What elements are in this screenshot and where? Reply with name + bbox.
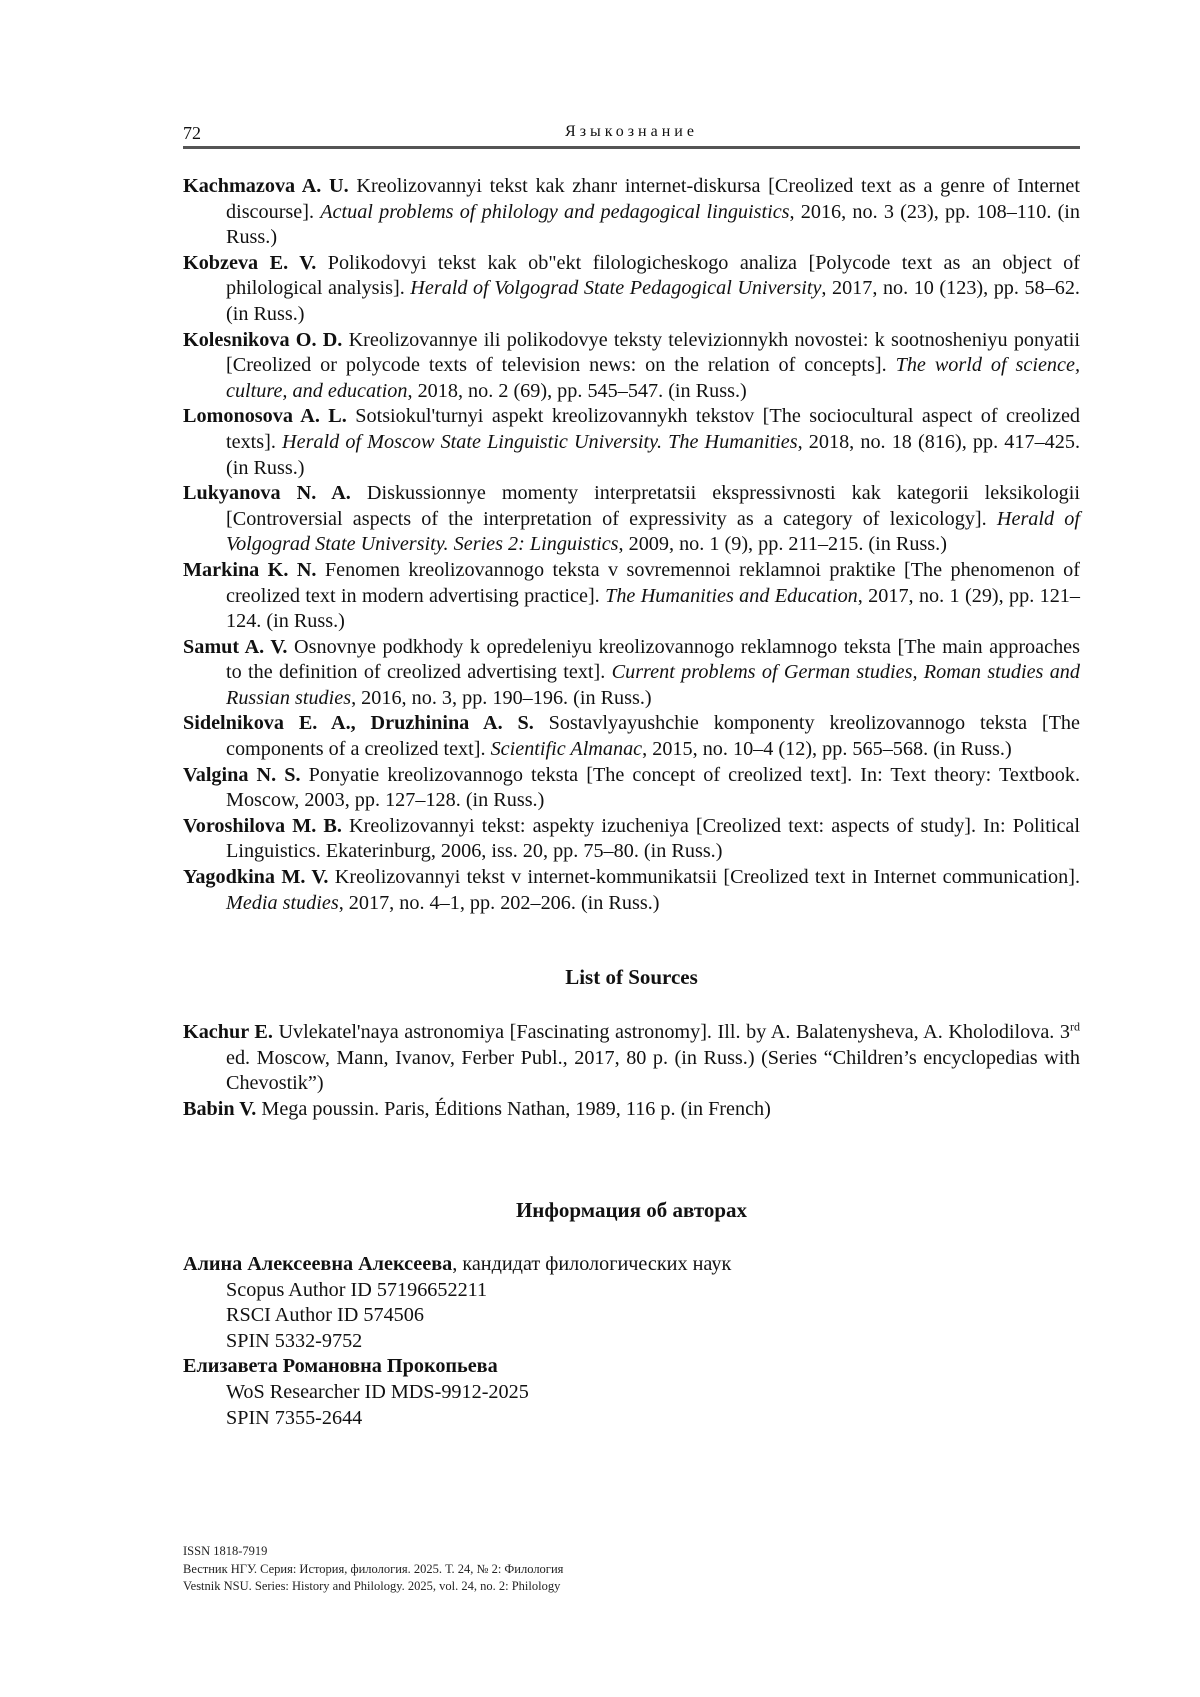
reference-entry [183, 481, 1080, 558]
source-author: Kachur E. [183, 1021, 273, 1043]
reference-journal: Herald of Volgograd State Pedagogical University [410, 277, 821, 299]
reference-text: Kreolizovannye ili polikodovye teksty televizionnykh novostei: k sootnosheniyu ponyatii [Creolized or polycode texts of television news: on the relation of concepts]. [226, 329, 1080, 377]
reference-entry [183, 865, 1080, 916]
reference-details: , 2018, no. 2 (69), pp. 545–547. (in Russ.) [407, 380, 746, 402]
reference-text: Osnovnye podkhody k opredeleniyu kreolizovannogo reklamnogo teksta [The main approaches to the definition of creolized advertising text]. [226, 636, 1080, 684]
reference-entry [183, 763, 1080, 814]
reference-author: Kobzeva E. V. [183, 252, 316, 274]
source-text: Uvlekatel'naya astronomiya [Fascinating astronomy]. Ill. by A. Balatenysheva, A. Kholodilova. 3 [273, 1021, 1070, 1043]
reference-journal: Herald of Volgograd State University. Series 2: Linguistics [226, 508, 1080, 556]
author-name-line [183, 1252, 1080, 1278]
reference-text: Kreolizovannyi tekst: aspekty izucheniya [Creolized text: aspects of study]. In: Political Linguistics. Ekaterinburg, 2006, iss. 20, pp. 75–80. (in Russ.) [226, 815, 1080, 863]
reference-entry [183, 635, 1080, 712]
reference-journal: The Humanities and Education [605, 585, 858, 607]
ordinal-superscript: rd [1070, 1019, 1080, 1033]
reference-text: Polikodovyi tekst kak ob"ekt filologicheskogo analiza [Polycode text as an object of philological analysis]. [226, 252, 1080, 300]
reference-details: , 2015, no. 10–4 (12), pp. 565–568. (in Russ.) [642, 738, 1012, 760]
reference-entry [183, 814, 1080, 865]
reference-text: Sotsiokul'turnyi aspekt kreolizovannykh tekstov [The sociocultural aspect of creolized texts]. [226, 405, 1080, 453]
author-id: RSCI Author ID 574506 [183, 1303, 1080, 1329]
reference-journal: Herald of Moscow State Linguistic University. The Humanities [282, 431, 798, 453]
references-list [183, 174, 1080, 916]
author-name: Алина Алексеевна Алексеева [183, 1253, 452, 1275]
footer-issn: ISSN 1818-7919 [183, 1543, 563, 1561]
page [0, 0, 1200, 1697]
reference-author: Samut A. V. [183, 636, 287, 658]
reference-details: , 2017, no. 4–1, pp. 202–206. (in Russ.) [339, 892, 660, 914]
reference-author: Markina K. N. [183, 559, 316, 581]
reference-author: Kolesnikova O. D. [183, 329, 342, 351]
reference-entry [183, 404, 1080, 481]
sources-list [183, 1020, 1080, 1122]
reference-text: Diskussionnye momenty interpretatsii ekspressivnosti kak kategorii leksikologii [Controversial aspects of the interpretation of expressivity as a category of lexicology]. [226, 482, 1080, 530]
author-name: Елизавета Романовна Прокопьева [183, 1355, 498, 1377]
reference-details: , 2016, no. 3 (23), pp. 108–110. (in Russ.) [226, 201, 1080, 249]
footer-journal-en: Vestnik NSU. Series: History and Philology. 2025, vol. 24, no. 2: Philology [183, 1578, 563, 1596]
reference-entry [183, 711, 1080, 762]
source-text: Mega poussin. Paris, Éditions Nathan, 1989, 116 p. (in French) [256, 1098, 771, 1120]
reference-details: , 2017, no. 10 (123), pp. 58–62. (in Russ.) [226, 277, 1080, 325]
author-id: SPIN 5332-9752 [183, 1329, 1080, 1355]
running-header [183, 123, 1080, 145]
reference-author: Lomonosova A. L. [183, 405, 347, 427]
reference-journal: The world of science, culture, and education [226, 354, 1080, 402]
reference-text: Kreolizovannyi tekst kak zhanr internet-diskursa [Creolized text as a genre of Internet discourse]. [226, 175, 1080, 223]
reference-entry [183, 328, 1080, 405]
reference-details: , 2017, no. 1 (29), pp. 121–124. (in Russ.) [226, 585, 1080, 633]
running-title: Языкознание [183, 123, 1080, 141]
page-number: 72 [183, 123, 201, 144]
reference-author: Yagodkina M. V. [183, 866, 328, 888]
reference-entry [183, 251, 1080, 328]
reference-text: Ponyatie kreolizovannogo teksta [The concept of creolized text]. In: Text theory: Textbook. Moscow, 2003, pp. 127–128. (in Russ.) [226, 764, 1080, 812]
reference-details: , 2018, no. 18 (816), pp. 417–425. (in Russ.) [226, 431, 1080, 479]
source-entry [183, 1020, 1080, 1097]
reference-author: Voroshilova M. B. [183, 815, 342, 837]
sources-heading: List of Sources [183, 965, 1080, 990]
author-degree: , кандидат филологических наук [452, 1253, 731, 1275]
reference-details: , 2009, no. 1 (9), pp. 211–215. (in Russ.) [619, 533, 947, 555]
reference-details: , 2016, no. 3, pp. 190–196. (in Russ.) [351, 687, 652, 709]
authors-info [183, 1252, 1080, 1431]
reference-journal: Media studies [226, 892, 339, 914]
reference-author: Lukyanova N. A. [183, 482, 351, 504]
source-author: Babin V. [183, 1098, 256, 1120]
author-id: SPIN 7355-2644 [183, 1406, 1080, 1432]
reference-entry [183, 174, 1080, 251]
reference-text: Fenomen kreolizovannogo teksta v sovremennoi reklamnoi praktike [The phenomenon of creolized text in modern advertising practice]. [226, 559, 1080, 607]
footer-journal-ru: Вестник НГУ. Серия: История, филология. 2025. Т. 24, № 2: Филология [183, 1561, 563, 1579]
reference-author: Valgina N. S. [183, 764, 301, 786]
source-details: ed. Moscow, Mann, Ivanov, Ferber Publ., 2017, 80 p. (in Russ.) (Series “Children’s encyclopedias with Chevostik”) [226, 1047, 1080, 1095]
reference-author: Sidelnikova E. A., Druzhinina A. S. [183, 712, 534, 734]
reference-journal: Scientific Almanac [491, 738, 643, 760]
reference-text: Sostavlyayushchie komponenty kreolizovannogo teksta [The components of a creolized text]. [226, 712, 1080, 760]
author-id: WoS Researcher ID MDS-9912-2025 [183, 1380, 1080, 1406]
author-id: Scopus Author ID 57196652211 [183, 1278, 1080, 1304]
source-entry [183, 1097, 1080, 1123]
reference-journal: Current problems of German studies, Roman studies and Russian studies [226, 661, 1080, 709]
reference-entry [183, 558, 1080, 635]
author-name-line [183, 1354, 1080, 1380]
header-rule [183, 146, 1080, 149]
journal-footer [183, 1543, 563, 1596]
reference-journal: Actual problems of philology and pedagogical linguistics [320, 201, 789, 223]
reference-author: Kachmazova A. U. [183, 175, 349, 197]
authors-heading: Информация об авторах [183, 1198, 1080, 1223]
reference-text: Kreolizovannyi tekst v internet-kommunikatsii [Creolized text in Internet communication]. [328, 866, 1080, 888]
